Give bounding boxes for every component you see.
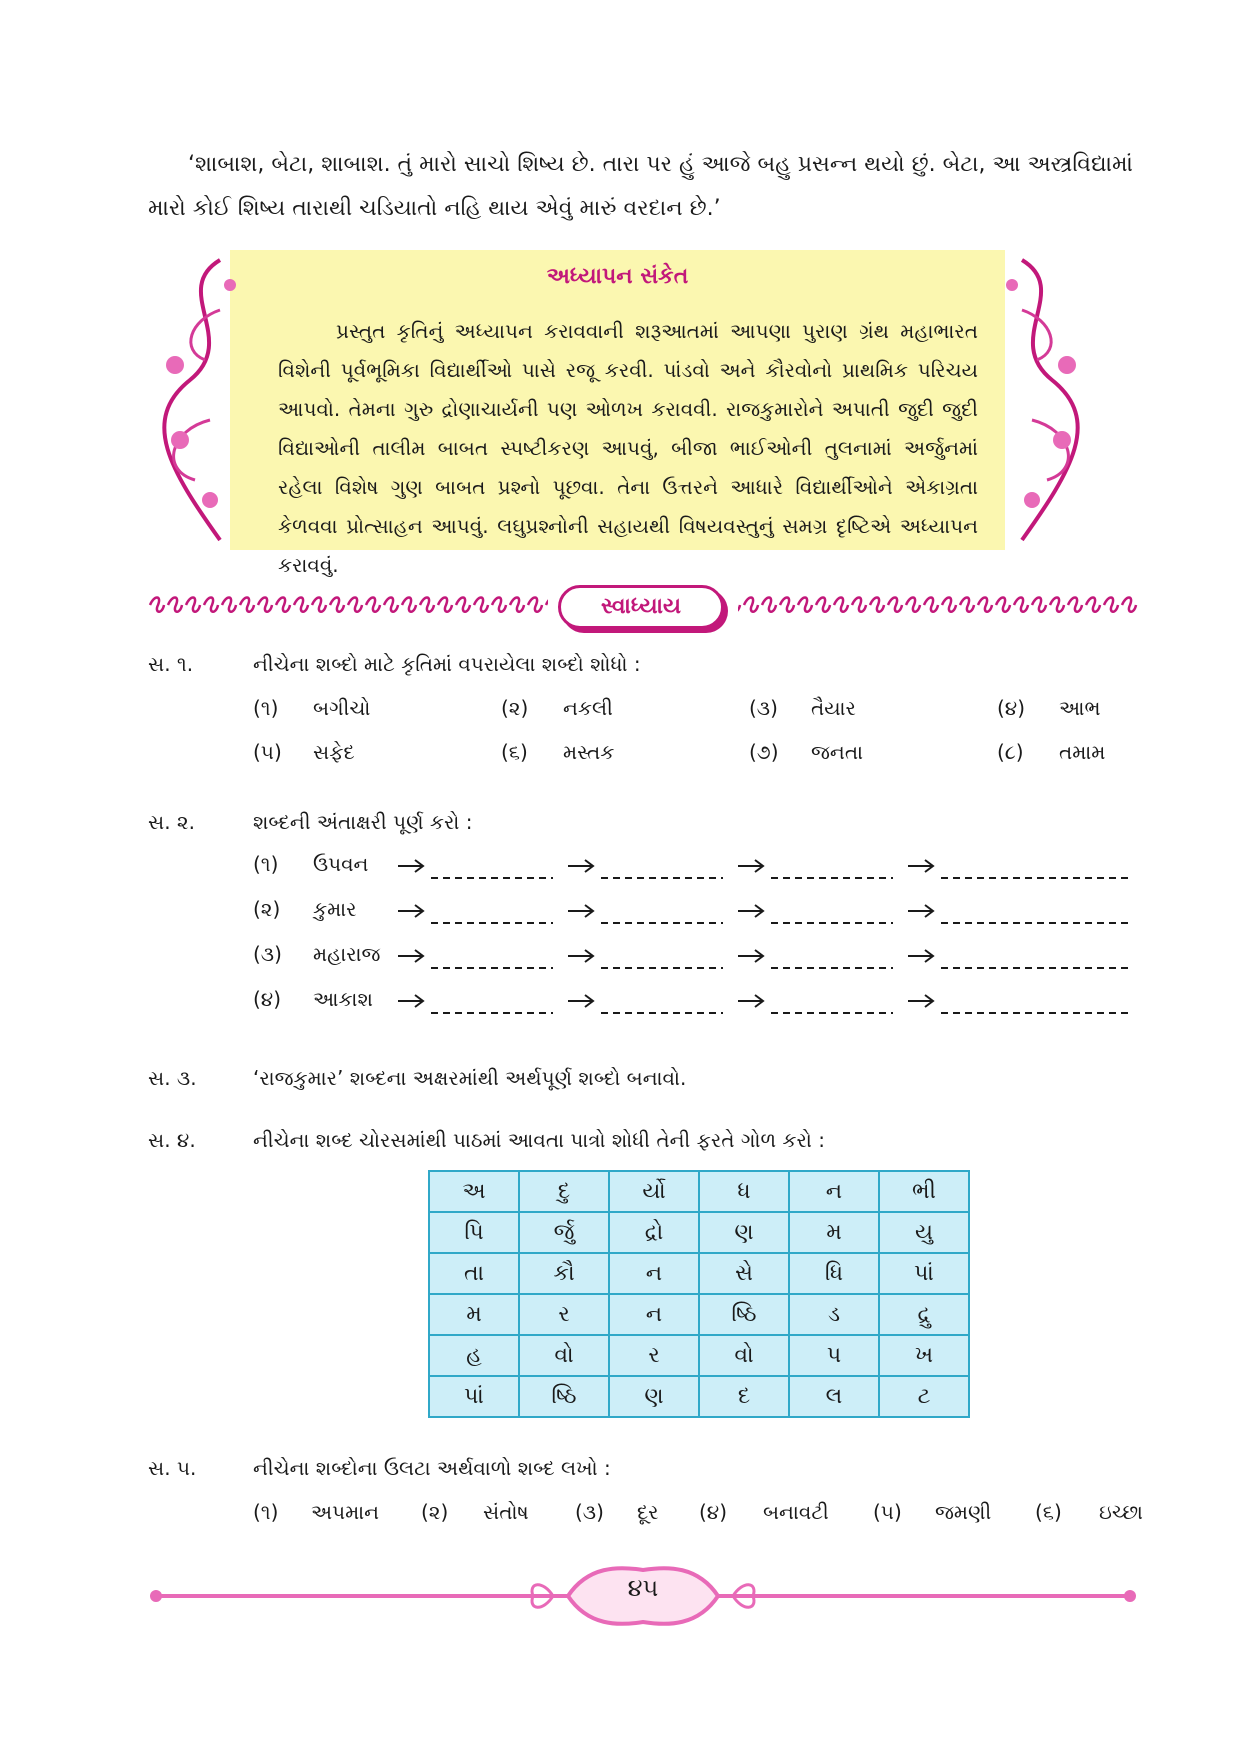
grid-cell[interactable]: ભી <box>879 1171 969 1212</box>
q1-number: સ. ૧. <box>148 652 194 676</box>
grid-cell[interactable]: વો <box>699 1335 789 1376</box>
q2-row-number: (૩) <box>253 942 282 966</box>
page-footer <box>148 1560 1138 1630</box>
q1-option-word: સફેદ <box>313 740 355 764</box>
teaching-note-box <box>150 250 1090 577</box>
chain-blanks-icon <box>393 987 1143 1017</box>
q5-item-number: (૩) <box>575 1500 604 1524</box>
q2-chain-row <box>253 852 1143 882</box>
q5-item-number: (૫) <box>873 1500 902 1524</box>
q5-item-word: બનાવટી <box>763 1500 829 1524</box>
grid-cell[interactable]: પિ <box>429 1212 519 1253</box>
grid-row <box>429 1253 969 1294</box>
grid-row <box>429 1212 969 1253</box>
grid-cell[interactable]: ષ્ઠિ <box>699 1294 789 1335</box>
grid-row <box>429 1335 969 1376</box>
q1-option-word: મસ્તક <box>563 740 615 764</box>
grid-cell[interactable]: ધ <box>699 1171 789 1212</box>
q2-chain-row <box>253 987 1143 1017</box>
chain-blanks-icon <box>393 942 1143 972</box>
grid-row <box>429 1376 969 1417</box>
grid-cell[interactable]: કૌ <box>519 1253 609 1294</box>
grid-cell[interactable]: ણ <box>609 1376 699 1417</box>
q2-row-number: (૨) <box>253 897 281 921</box>
grid-cell[interactable]: ન <box>609 1253 699 1294</box>
q2-start-word: મહારાજ <box>313 942 381 966</box>
grid-cell[interactable]: ધિ <box>789 1253 879 1294</box>
q1-option-number: (૪) <box>997 696 1026 720</box>
grid-cell[interactable]: હ <box>429 1335 519 1376</box>
q1-option-number: (૫) <box>253 740 282 764</box>
q5-item-word: અપમાન <box>311 1500 379 1524</box>
left-floral-ornament-icon <box>150 250 260 550</box>
grid-cell[interactable]: દ્રો <box>609 1212 699 1253</box>
grid-cell[interactable]: ણ <box>699 1212 789 1253</box>
q2-text: શબ્દની અંતાક્ષરી પૂર્ણ કરો : <box>253 810 473 834</box>
q2-row-number: (૪) <box>253 987 282 1011</box>
note-title: અધ્યાપન સંકેત <box>546 264 689 289</box>
q2-start-word: કુમાર <box>313 897 357 921</box>
grid-cell[interactable]: ન <box>789 1171 879 1212</box>
q4-text: નીચેના શબ્દ ચોરસમાંથી પાઠમાં આવતા પાત્રો શોધી તેની ફરતે ગોળ કરો : <box>253 1128 825 1152</box>
q5-text: નીચેના શબ્દોના ઉલટા અર્થવાળો શબ્દ લખો : <box>253 1456 611 1480</box>
q1-option-number: (૨) <box>501 696 529 720</box>
q1-option-word: નકલી <box>563 696 613 720</box>
q1-option-word: બગીચો <box>313 696 371 720</box>
q1-option-word: તમામ <box>1059 740 1106 764</box>
grid-cell[interactable]: મ <box>789 1212 879 1253</box>
q1-option-number: (૮) <box>997 740 1024 764</box>
q5-item-word: સંતોષ <box>483 1500 529 1524</box>
q1-option-number: (૧) <box>253 696 279 720</box>
intro-paragraph: ‘શાબાશ, બેટા, શાબાશ. તું મારો સાચો શિષ્ય છે. તારા પર હું આજે બહુ પ્રસન્ન થયો છું. બેટા, આ અસ્ત્રવિદ્યામાં મારો કોઈ શિષ્ય તારાથી ચડિયાતો નહિ થાય એવું મારું વરદાન છે.’ <box>148 152 1133 221</box>
chain-blanks-icon <box>393 897 1143 927</box>
grid-cell[interactable]: ર <box>519 1294 609 1335</box>
note-body: પ્રસ્તુત કૃતિનું અધ્યાપન કરાવવાની શરૂઆતમાં આપણા પુરાણ ગ્રંથ મહાભારત વિશેની પૂર્વભૂમિકા વિદ્યાર્થીઓ પાસે રજૂ કરવી. પાંડવો અને કૌરવોનો પ્રાથમિક પરિચય આપવો. તેમના ગુરુ દ્રોણાચાર્યની પણ ઓળખ કરાવવી. રાજકુમારોને અપાતી જુદી જુદી વિદ્યાઓની તાલીમ બાબત સ્પષ્ટીકરણ આપવું, બીજા ભાઈઓની તુલનામાં અર્જુનમાં રહેલા વિશેષ ગુણ બાબત પ્રશ્નો પૂછવા. તેના ઉત્તરને આધારે વિદ્યાર્થીઓને એકાગ્રતા કેળવવા પ્રોત્સાહન આપવું. લઘુપ્રશ્નોની સહાયથી વિષયવસ્તુનું સમગ્ર દૃષ્ટિએ અધ્યાપન કરાવવું. <box>278 319 978 577</box>
grid-cell[interactable]: ર્જુ <box>519 1212 609 1253</box>
q1-option-number: (૩) <box>749 696 778 720</box>
q5-item-number: (૪) <box>699 1500 728 1524</box>
section-header <box>148 585 1138 625</box>
q2-chain-row <box>253 942 1143 972</box>
grid-cell[interactable]: પાં <box>429 1376 519 1417</box>
q3-text: ‘રાજકુમાર’ શબ્દના અક્ષરમાંથી અર્થપૂર્ણ શબ્દો બનાવો. <box>253 1066 687 1090</box>
grid-cell[interactable]: ન <box>609 1294 699 1335</box>
grid-cell[interactable]: તા <box>429 1253 519 1294</box>
word-search-grid <box>428 1170 970 1418</box>
q5-item-number: (૧) <box>253 1500 279 1524</box>
q1-option-word: આભ <box>1059 696 1101 720</box>
right-floral-ornament-icon <box>982 250 1092 550</box>
q5-item-number: (૬) <box>1035 1500 1062 1524</box>
grid-row <box>429 1171 969 1212</box>
grid-cell[interactable]: દુ <box>519 1171 609 1212</box>
grid-cell[interactable]: ર્યો <box>609 1171 699 1212</box>
q4-number: સ. ૪. <box>148 1128 196 1152</box>
grid-row <box>429 1294 969 1335</box>
grid-cell[interactable]: પ <box>789 1335 879 1376</box>
grid-cell[interactable]: વો <box>519 1335 609 1376</box>
section-title: સ્વાધ્યાય <box>558 585 724 629</box>
q5-item-number: (૨) <box>421 1500 449 1524</box>
q5-number: સ. ૫. <box>148 1456 197 1480</box>
grid-cell[interactable]: ડ <box>789 1294 879 1335</box>
grid-cell[interactable]: અ <box>429 1171 519 1212</box>
grid-cell[interactable]: દ <box>699 1376 789 1417</box>
q2-number: સ. ૨. <box>148 810 196 834</box>
grid-cell[interactable]: સે <box>699 1253 789 1294</box>
grid-cell[interactable]: દ્રુ <box>879 1294 969 1335</box>
grid-cell[interactable]: પાં <box>879 1253 969 1294</box>
q2-start-word: આકાશ <box>313 987 373 1011</box>
q1-option-word: જનતા <box>811 740 863 764</box>
grid-cell[interactable]: યુ <box>879 1212 969 1253</box>
grid-cell[interactable]: ટ <box>879 1376 969 1417</box>
q5-item-word: દૂર <box>637 1500 659 1524</box>
grid-cell[interactable]: ર <box>609 1335 699 1376</box>
q1-option-number: (૬) <box>501 740 528 764</box>
q2-row-number: (૧) <box>253 852 279 876</box>
grid-cell[interactable]: ષ્ઠિ <box>519 1376 609 1417</box>
q1-option-number: (૭) <box>749 740 779 764</box>
q2-chain-row <box>253 897 1143 927</box>
q1-text: નીચેના શબ્દો માટે કૃતિમાં વપરાયેલા શબ્દો શોધો : <box>253 652 641 676</box>
grid-cell[interactable]: ખ <box>879 1335 969 1376</box>
q3-number: સ. ૩. <box>148 1066 197 1090</box>
q5-item-word: ઇચ્છા <box>1099 1500 1143 1524</box>
q5-item-word: જમણી <box>935 1500 992 1524</box>
page-number: ૪૫ <box>627 1574 659 1602</box>
grid-cell[interactable]: લ <box>789 1376 879 1417</box>
chain-blanks-icon <box>393 852 1143 882</box>
q1-option-word: તૈયાર <box>811 696 856 720</box>
q2-start-word: ઉપવન <box>313 852 369 876</box>
grid-cell[interactable]: મ <box>429 1294 519 1335</box>
